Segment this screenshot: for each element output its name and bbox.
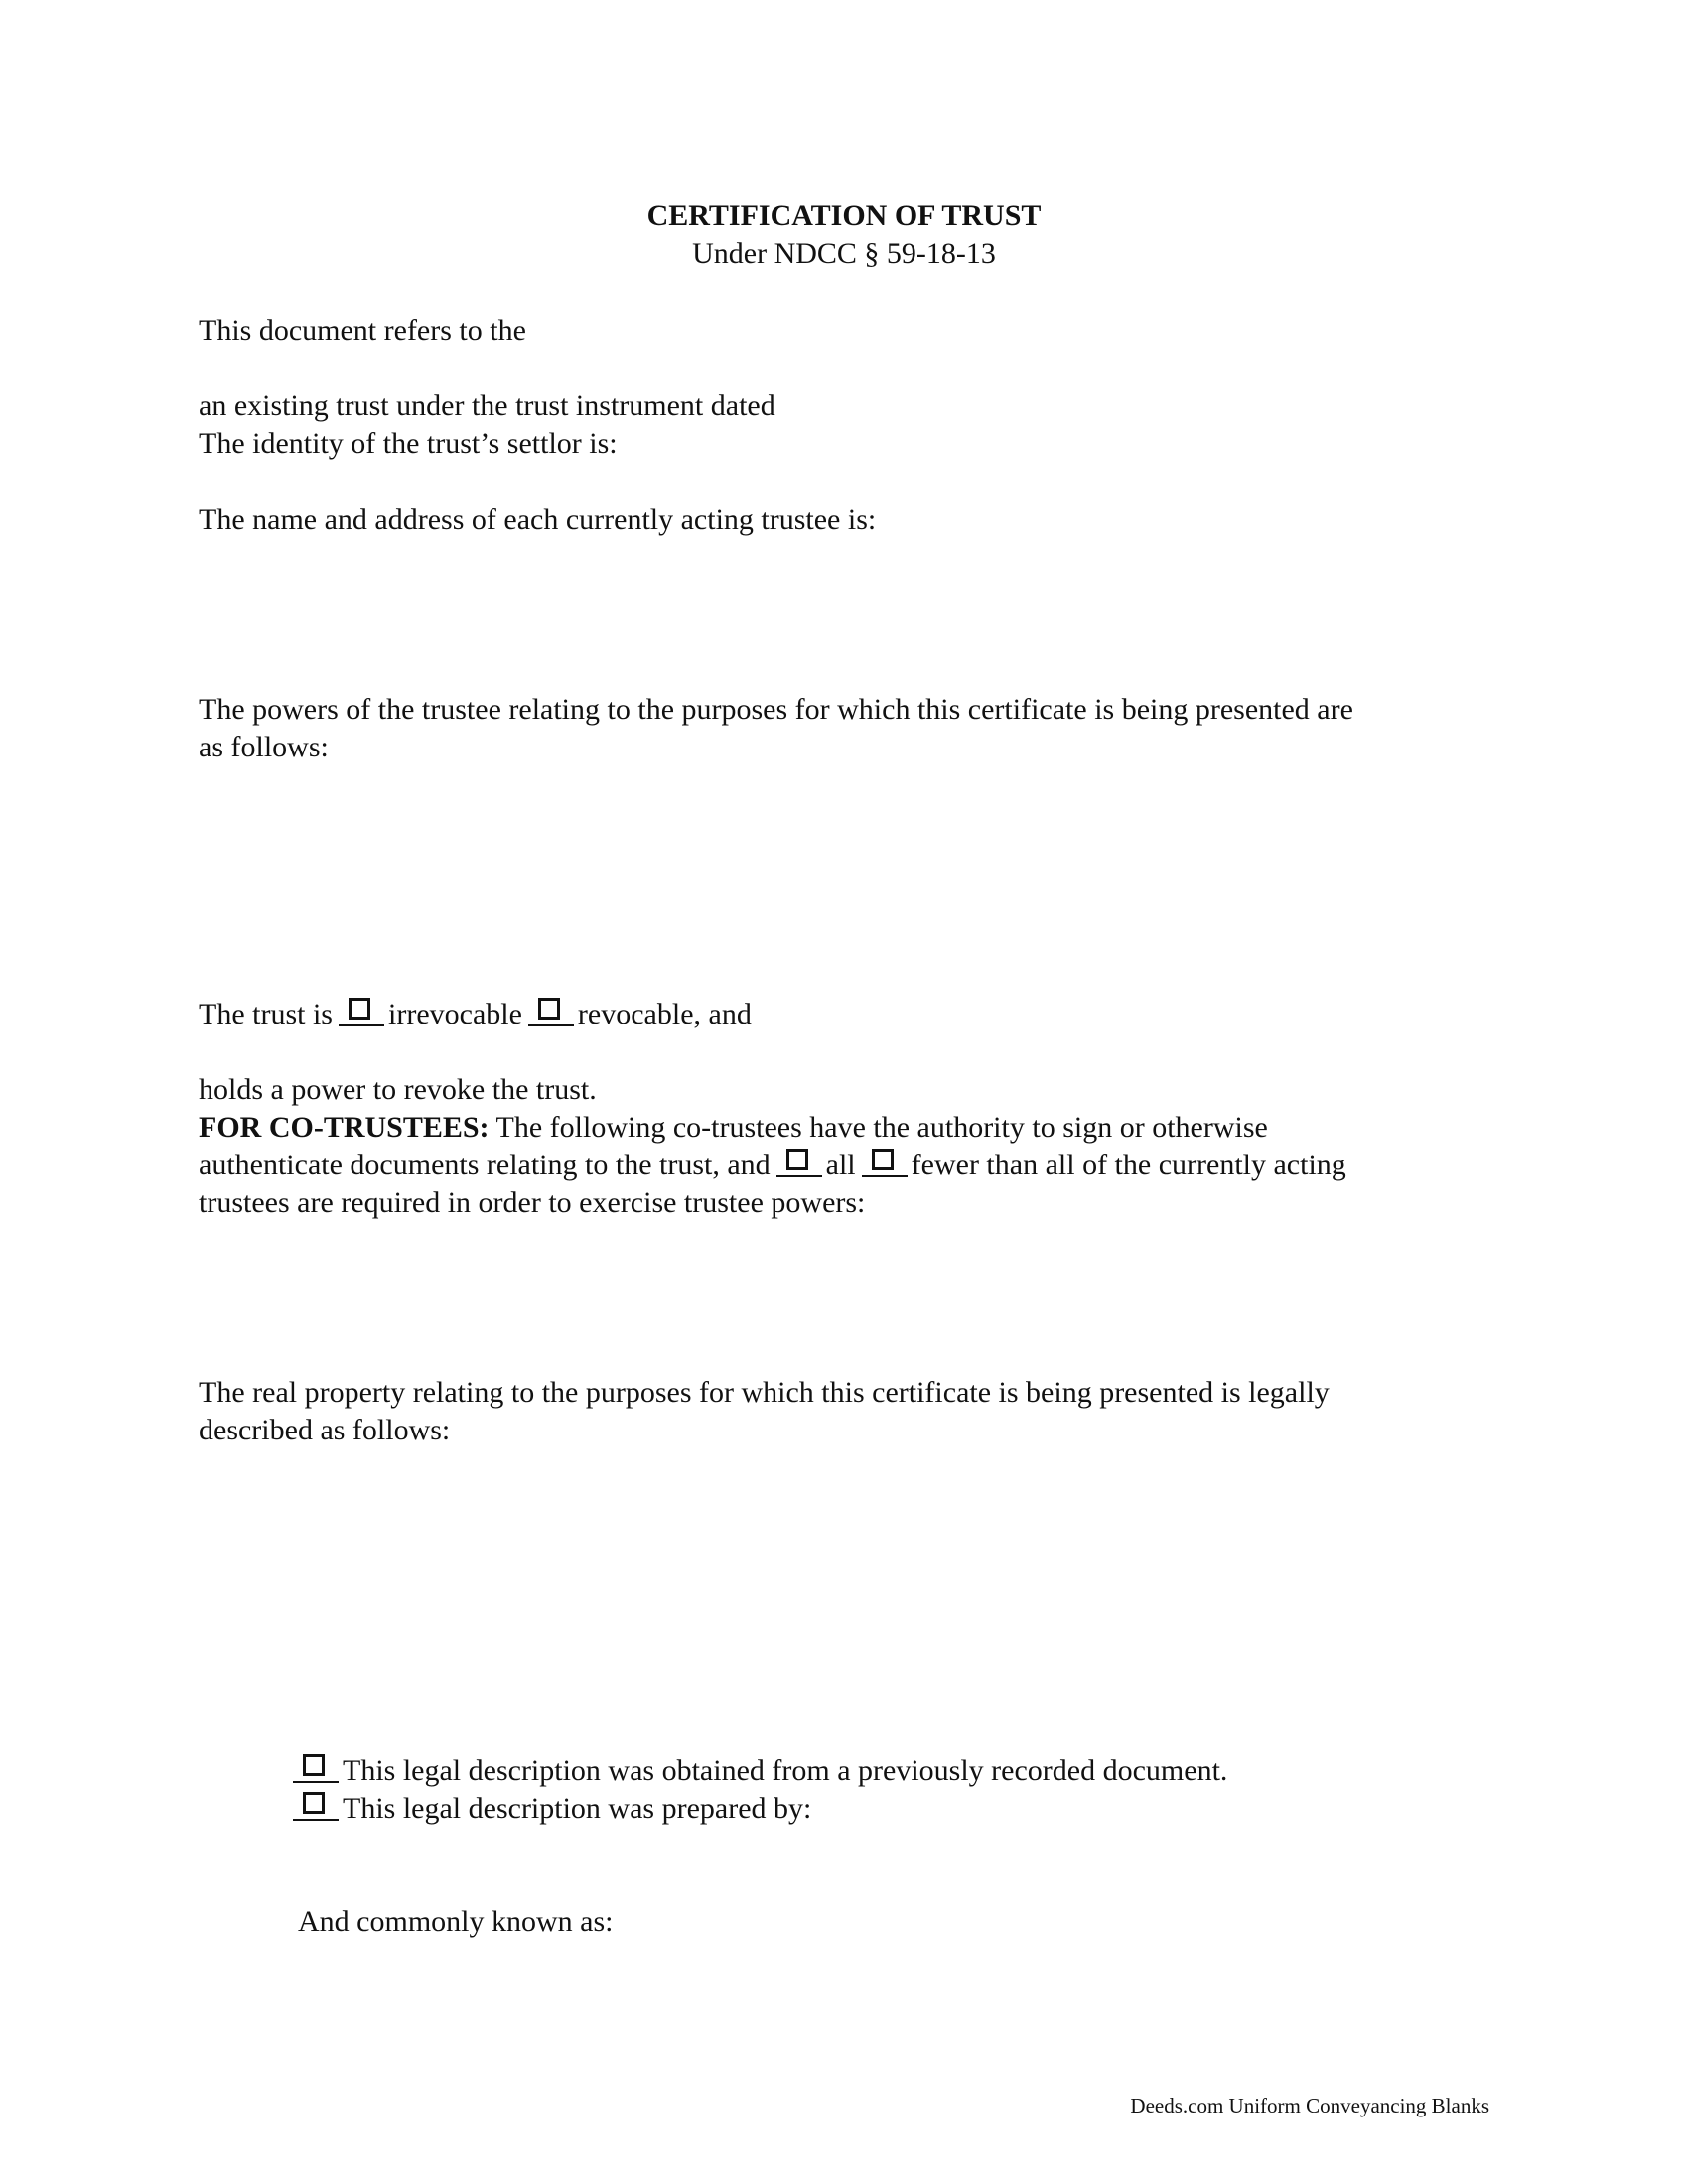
checkbox-icon <box>538 998 560 1020</box>
trust-type-row <box>199 996 752 1033</box>
document-subtitle: Under NDCC § 59-18-13 <box>692 237 996 270</box>
commonly-known-text: And commonly known as: <box>298 1905 614 1938</box>
cotrustees-line3: trustees are required in order to exercise trustee powers: <box>199 1186 866 1219</box>
trust-is-label: The trust is <box>199 998 333 1030</box>
fewer-trustees-checkbox[interactable] <box>862 1147 908 1180</box>
checkbox-icon <box>303 1792 325 1814</box>
legal-obtained-checkbox[interactable] <box>293 1752 339 1786</box>
irrevocable-label: irrevocable <box>388 998 522 1030</box>
blank-line <box>776 1175 822 1177</box>
checkbox-icon <box>349 998 370 1020</box>
revocable-label: revocable, and <box>577 998 752 1030</box>
trustees-text: The name and address of each currently acting trustee is: <box>199 503 877 536</box>
legal-prepared-checkbox[interactable] <box>293 1790 339 1824</box>
revocable-checkbox[interactable] <box>528 996 574 1029</box>
blank-line <box>293 1781 339 1783</box>
all-label: all <box>825 1149 856 1181</box>
powers-text-line2: as follows: <box>199 731 329 763</box>
property-text-line1: The real property relating to the purposes for which this certificate is being presented is legally <box>199 1376 1330 1409</box>
blank-line <box>862 1175 908 1177</box>
document-title: CERTIFICATION OF TRUST <box>646 200 1042 232</box>
footer-text: Deeds.com Uniform Conveyancing Blanks <box>1130 2094 1489 2117</box>
existing-trust-text: an existing trust under the trust instrument dated <box>199 389 775 422</box>
blank-line <box>528 1024 574 1026</box>
blank-line <box>339 1024 384 1026</box>
legal-obtained-row <box>293 1752 1227 1790</box>
cotrustees-line2-text: authenticate documents relating to the trust, and <box>199 1149 771 1181</box>
irrevocable-checkbox[interactable] <box>339 996 384 1029</box>
blank-line <box>293 1819 339 1821</box>
refers-to-text: This document refers to the <box>199 314 526 346</box>
cotrustees-label: FOR CO-TRUSTEES: <box>199 1111 490 1144</box>
powers-text-line1: The powers of the trustee relating to the purposes for which this certificate is being presented are <box>199 693 1353 726</box>
all-trustees-checkbox[interactable] <box>776 1147 822 1180</box>
checkbox-icon <box>786 1149 808 1170</box>
legal-prepared-text: This legal description was prepared by: <box>343 1792 812 1825</box>
legal-prepared-row <box>293 1790 811 1828</box>
cotrustees-text: The following co-trustees have the authority to sign or otherwise <box>495 1111 1268 1144</box>
checkbox-icon <box>303 1754 325 1776</box>
cotrustees-row1 <box>199 1109 1268 1147</box>
property-text-line2: described as follows: <box>199 1414 451 1446</box>
settlor-text: The identity of the trust’s settlor is: <box>199 427 618 460</box>
legal-obtained-text: This legal description was obtained from a previously recorded document. <box>343 1754 1228 1787</box>
cotrustees-row2 <box>199 1147 1346 1184</box>
holds-power-text: holds a power to revoke the trust. <box>199 1073 597 1106</box>
fewer-label: fewer than all of the currently acting <box>911 1149 1346 1181</box>
checkbox-icon <box>872 1149 894 1170</box>
